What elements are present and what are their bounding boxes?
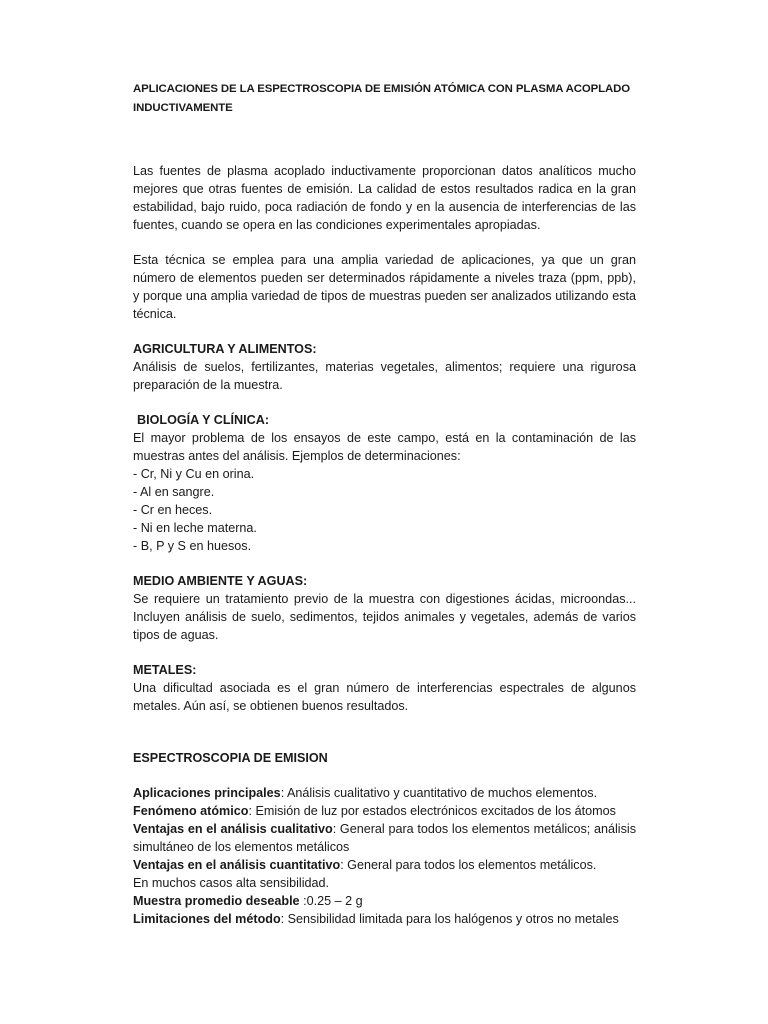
section-text-agricultura: Análisis de suelos, fertilizantes, materias vegetales, alimentos; requiere una rigurosa preparación de la muestra. [133,360,636,392]
summary-section [133,749,636,928]
section-biologia [133,411,636,555]
intro-paragraph-1: Las fuentes de plasma acoplado inductivamente proporcionan datos analíticos mucho mejores que otras fuentes de emisión. La calidad de estos resultados radica en la gran estabilidad, bajo ruido, poca radiación de fondo y en la ausencia de interferencias de las fuentes, cuando se opera en las condiciones experimentales apropiadas. [133,164,636,232]
list-item: - Al en sangre. [133,485,215,499]
summary-value: : Análisis cualitativo y cuantitativo de muchos elementos. [280,786,598,800]
document-page [133,80,636,928]
summary-row [133,892,636,910]
section-agricultura [133,340,636,394]
list-item: - Cr, Ni y Cu en orina. [133,467,255,481]
summary-value: : General para todos los elementos metálicos; análisis simultáneo de los elementos metálicos [133,822,636,854]
summary-label: Aplicaciones principales [133,786,281,800]
determinations-list [133,465,636,555]
section-heading-metales: METALES: [133,663,197,677]
summary-value: : Sensibilidad limitada para los halógenos y otros no metales [280,912,619,926]
summary-heading: ESPECTROSCOPIA DE EMISION [133,751,328,765]
section-text-metales: Una dificultad asociada es el gran número de interferencias espectrales de algunos metales. Aún así, se obtienen buenos resultados. [133,681,636,713]
summary-row [133,856,636,874]
summary-value: : Emisión de luz por estados electrónicos excitados de los átomos [248,804,616,818]
summary-label: Fenómeno atómico [133,804,249,818]
section-text-biologia: El mayor problema de los ensayos de este campo, está en la contaminación de las muestras antes del análisis. Ejemplos de determinaciones: [133,431,636,463]
section-text-medio-ambiente: Se requiere un tratamiento previo de la muestra con digestiones ácidas, microondas... Incluyen análisis de suelo, sedimentos, tejidos animales y vegetales, además de varios tipos de aguas. [133,592,636,642]
list-item: - Cr en heces. [133,503,213,517]
list-item: - Ni en leche materna. [133,521,257,535]
summary-row [133,820,636,856]
summary-value: En muchos casos alta sensibilidad. [133,876,330,890]
summary-label: Ventajas en el análisis cuantitativo [133,858,341,872]
section-medio-ambiente [133,572,636,644]
list-item: - B, P y S en huesos. [133,539,252,553]
summary-value: :0.25 – 2 g [299,894,363,908]
section-heading-medio-ambiente: MEDIO AMBIENTE Y AGUAS: [133,574,308,588]
section-heading-biologia: BIOLOGÍA Y CLÍNICA: [137,413,270,427]
intro-paragraph-2: Esta técnica se emplea para una amplia variedad de aplicaciones, ya que un gran número de elementos pueden ser determinados rápidamente a niveles traza (ppm, ppb), y porque una amplia variedad de tipos de muestras pueden ser analizados utilizando esta técnica. [133,253,636,321]
summary-rows [133,784,636,928]
section-heading-agricultura: AGRICULTURA Y ALIMENTOS: [133,342,317,356]
summary-row [133,910,636,928]
summary-label: Limitaciones del método [133,912,281,926]
summary-label: Muestra promedio deseable [133,894,300,908]
summary-row [133,874,636,892]
summary-row [133,784,636,802]
section-metales [133,661,636,715]
summary-row [133,802,636,820]
summary-label: Ventajas en el análisis cualitativo [133,822,333,836]
document-title: APLICACIONES DE LA ESPECTROSCOPIA DE EMISIÓN ATÓMICA CON PLASMA ACOPLADO INDUCTIVAMENTE [133,83,630,114]
summary-value: : General para todos los elementos metálicos. [340,858,597,872]
